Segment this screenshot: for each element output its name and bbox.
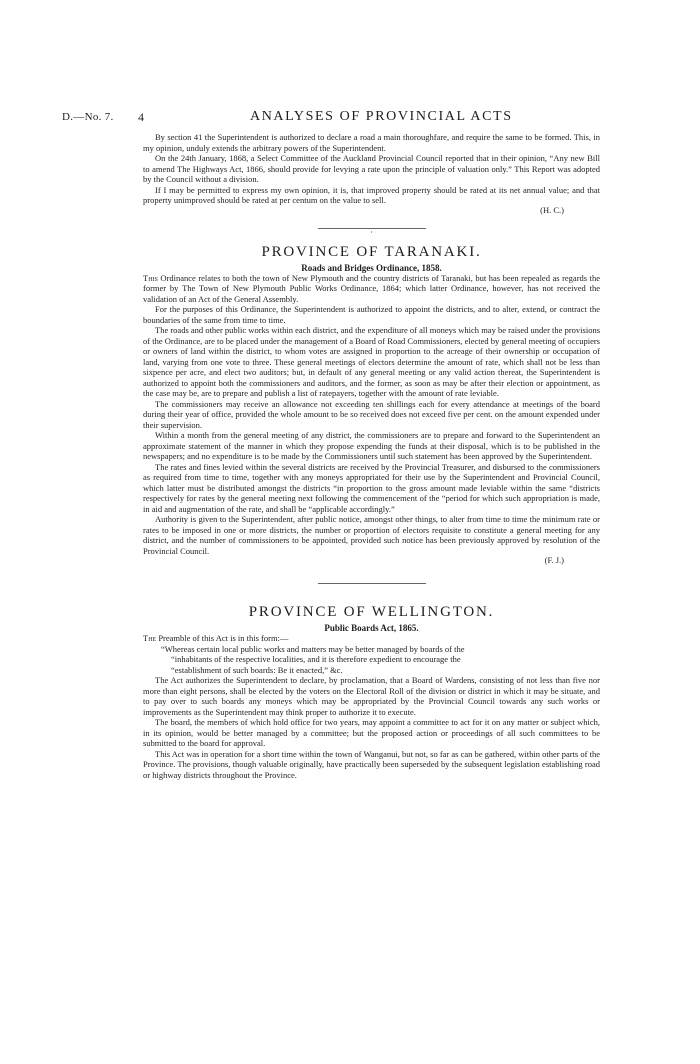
lead-word: The xyxy=(143,633,157,643)
taranaki-section xyxy=(143,244,600,566)
running-header xyxy=(0,111,700,127)
quoted-preamble-line: “Whereas certain local public works and matters may be better managed by boards of the xyxy=(161,643,465,654)
act-title: Roads and Bridges Ordinance, 1858. xyxy=(301,262,442,273)
quoted-preamble-line: “inhabitants of the respective localities, and it is therefore expedient to encourage the xyxy=(171,654,461,664)
paragraph: By section 41 the Superintendent is authorized to declare a road a main thoroughfare, and require the same to be formed. This, in my opinion, unduly extends the arbitrary powers of the Superintendent. xyxy=(143,132,600,153)
lead-paragraph xyxy=(143,273,600,305)
paragraph: This Act was in operation for a short time within the town of Wanganui, but not, so far as can be gathered, within other parts of the Province. The provisions, though valuable originally, have practically been superseded by the subsequent legislation establishing road or highway districts throughout the Province. xyxy=(143,748,600,780)
lead-text: Preamble of this Act is in this form:— xyxy=(158,633,289,643)
lead-paragraph xyxy=(143,633,600,644)
paragraph: Authority is given to the Superintendent, after public notice, amongst other things, to alter from time to time the minimum rate or rates to be imposed in one or more districts, the number or proportion of electors requisite to constitute a general meeting for any district, and the number of commissioners to be appointed, provided such notice has been previously approved by resolution of the Provincial Council. xyxy=(143,514,600,556)
paragraph: Within a month from the general meeting of any district, the commissioners are to prepare and forward to the Superintendent an approximate statement of the manner in which they propose expending the funds at their disposal, which is to be published in the newspapers; and no expenditure is to be made by the Commissioners until such statement has been approved by the Superintendent. xyxy=(143,430,600,461)
paragraph: For the purposes of this Ordinance, the Superintendent is authorized to appoint the districts, and to alter, extend, or contract the boundaries of the same from time to time. xyxy=(143,304,600,325)
page-number: 4 xyxy=(138,110,144,124)
author-initials: (F. J.) xyxy=(544,555,564,565)
act-title: Public Boards Act, 1865. xyxy=(324,623,419,633)
paragraph: The roads and other public works within each district, and the expenditure of all moneys which may be raised under the provisions of the Ordinance, are to be placed under the management of a Board of Road Commissioners, elected by general meeting of occupiers or owners of land within the district, to whom votes are assigned in proportion to the acreage of their ownership or occupation of land, varying from one vote to three. These general meetings of electors determine the amount of rate, which shall not be less than sixpence per acre, and elect two auditors; but, in default of any general meeting or any valid action thereat, the Superintendent is authorized to appoint both the commissioners and auditors, and the former, as soon as may be after their election or appointment, as the case may be, are to prepare and publish a list of ratepayers, together with the amount of rate leviable. xyxy=(143,325,600,398)
province-heading: PROVINCE OF TARANAKI. xyxy=(261,243,482,260)
document-reference: D.—No. 7. xyxy=(62,111,114,123)
lead-text: Ordinance relates to both the town of New Plymouth and the country districts of Taranaki, but has been repealed as regards the former by The Town of New Plymouth Public Works Ordinance, 1864; which latter Ordinance, however, has not received the validation of an Act of the General Assembly. xyxy=(143,272,601,304)
author-initials: (H. C.) xyxy=(540,204,564,215)
quoted-preamble-line: “establishment of such boards: Be it enacted,” &c. xyxy=(171,664,343,675)
lead-word: This xyxy=(143,272,158,283)
divider-dot: · xyxy=(370,227,373,237)
paragraph: The Act authorizes the Superintendent to declare, by proclamation, that a Board of Wardens, consisting of not less than five nor more than eight persons, shall be elected by the voters on the Electoral Roll of the division or district in which it may be situate, and to pay over to such boards any moneys which may be appropriated by the Provincial Council towards any such works or improvements as the Superintendent may think proper to authorize it to execute. xyxy=(143,675,600,717)
wellington-section xyxy=(143,604,600,780)
paragraph: The rates and fines levied within the several districts are received by the Provincial Treasurer, and disbursed to the commissioners as required from time to time, together with any moneys appropriated for their use by the Superintendent and Provincial Council, which latter must be distributed amongst the districts “in proportion to the gross amount made leviable within the same “districts respectively for rates by the general meeting next following the commencement of the “period for which such appropriation is made, in aid and augmentation of the rate, and shall be “applicable accordingly.” xyxy=(143,461,600,514)
intro-section xyxy=(143,132,600,215)
province-heading: PROVINCE OF WELLINGTON. xyxy=(248,604,495,620)
paragraph: On the 24th January, 1868, a Select Committee of the Auckland Provincial Council reported that in their opinion, “Any new Bill to amend The Highways Act, 1866, should provide for levying a rate upon the principle of valuation only.” This Report was adopted by the Council without a division. xyxy=(143,153,600,184)
paragraph: The commissioners may receive an allowance not exceeding ten shillings each for every attendance at meetings of the board during their year of office, provided the whole amount to be so received does not exceed five per cent. on the amount expended under their supervision. xyxy=(143,398,600,430)
paragraph: The board, the members of which hold office for two years, may appoint a committee to act for it on any matter or subject which, in its opinion, would be better managed by a committee; but the proposed action or proceedings of all such committees to be submitted to the board for approval. xyxy=(143,717,600,748)
running-title: ANALYSES OF PROVINCIAL ACTS xyxy=(250,109,513,124)
page-body xyxy=(143,132,600,780)
paragraph: If I may be permitted to express my own opinion, it is, that improved property should be rated at its net annual value; and that property unimproved should be rated at per centum on the value to sell. xyxy=(143,184,600,205)
